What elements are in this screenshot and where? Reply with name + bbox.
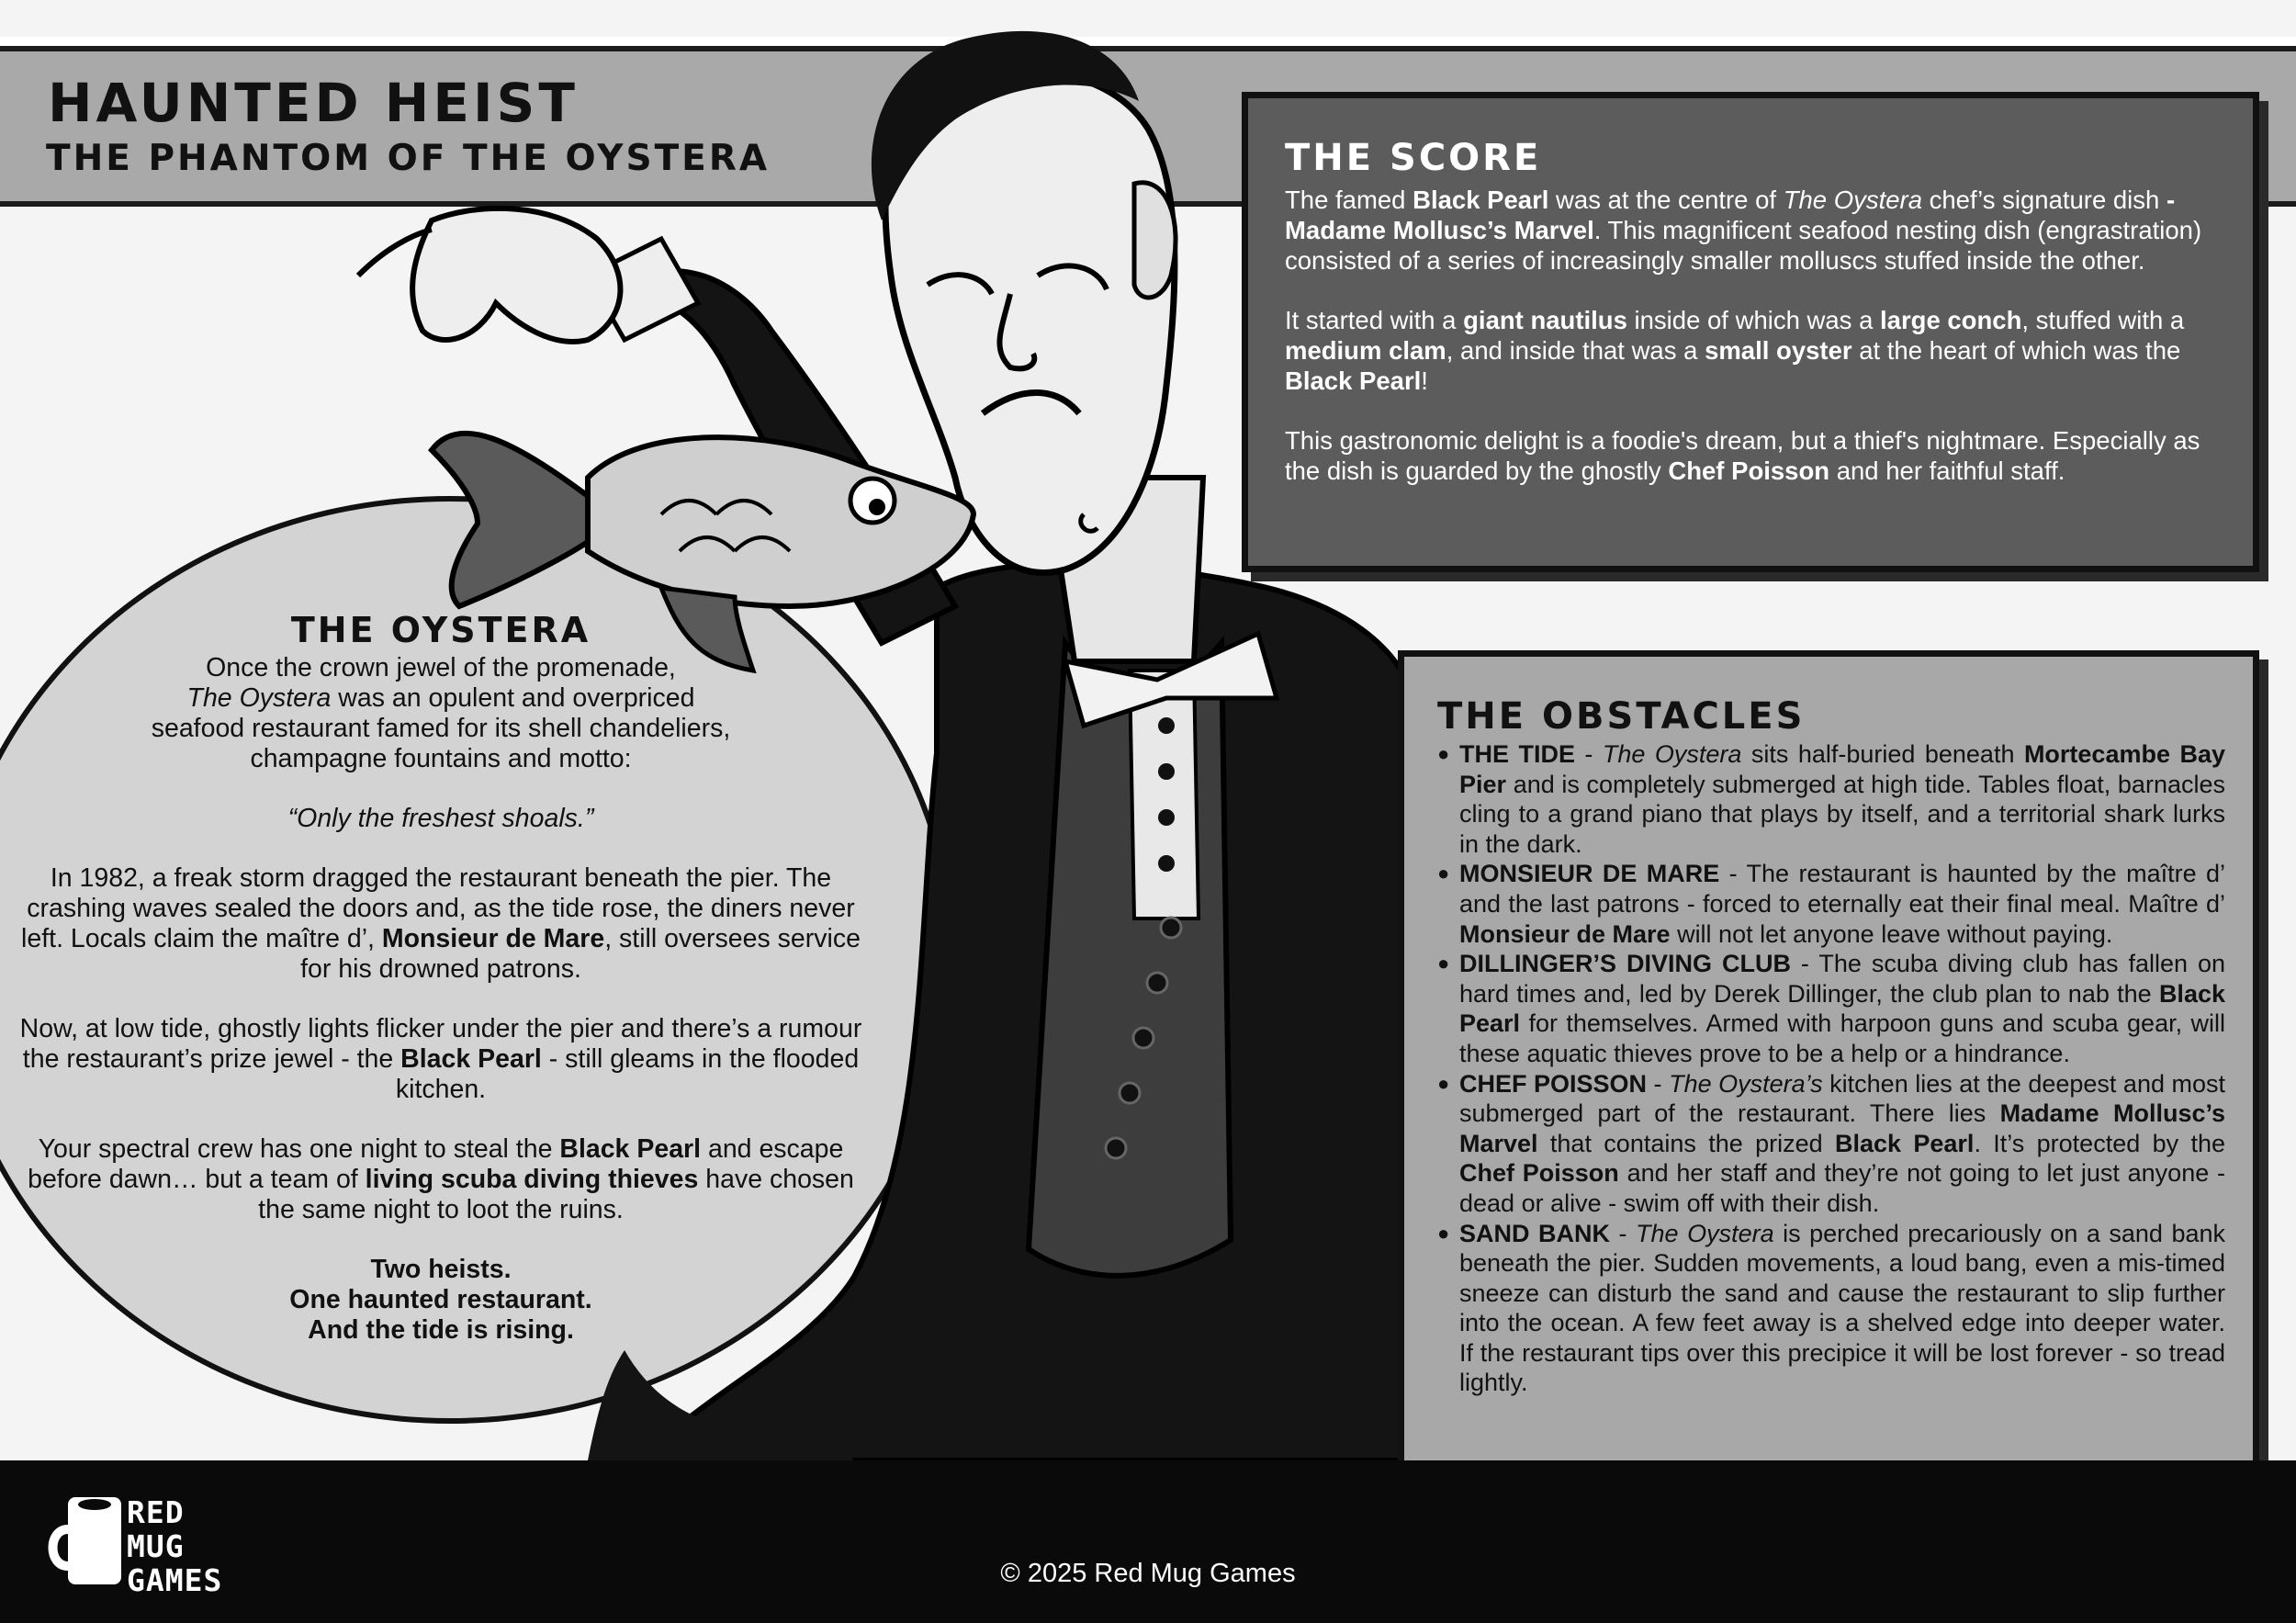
oystera-heading: THE OYSTERA [290, 610, 591, 650]
obstacle-diving-club: ● DILLINGER’S DIVING CLUB - The scuba diving club has fallen on hard times and, led by Derek Dillinger, the club plan to nab the Black Pearl for themselves. Armed with harpoon guns and scuba gear, will these aquatic thieves prove to be a help or a hindrance. [1437, 949, 2225, 1068]
obstacles-list [1437, 739, 2225, 1398]
oystera-motto: “Only the freshest shoals.” [287, 804, 594, 833]
oystera-intro-line4: champagne fountains and motto: [250, 744, 632, 773]
oystera-para-lowtide: Now, at low tide, ghostly lights flicker under the pier and there’s a rumour the restaurant’s prize jewel - the Black Pearl - still gleams in the flooded kitchen. [19, 1014, 862, 1104]
copyright-text: © 2025 Red Mug Games [1000, 1559, 1296, 1588]
oystera-intro-line3: seafood restaurant famed for its shell chandeliers, [151, 714, 731, 743]
oystera-para-storm: In 1982, a freak storm dragged the restaurant beneath the pier. The crashing waves sealed the doors and, as the tide rose, the diners never left. Locals claim the maître d’, Monsieur de Mare, still oversees service for his drowned patrons. [21, 863, 861, 984]
obstacle-the-tide: ● THE TIDE - The Oystera sits half-buried beneath Mortecambe Bay Pier and is completely submerged at high tide. Tables float, barnacles cling to a grand piano that plays by itself, and a territorial shark lurks in the dark. [1437, 739, 2225, 859]
hand [412, 209, 620, 342]
obstacles-heading: THE OBSTACLES [1437, 695, 1806, 738]
score-para-3: This gastronomic delight is a foodie's dream, but a thief's nightmare. Especially as the dish is guarded by the ghostly Chef Poisson and her faithful staff. [1285, 426, 2200, 485]
oystera-tagline: Two heists. One haunted restaurant. And the tide is rising. [289, 1255, 592, 1345]
ear [1134, 183, 1176, 298]
logo-line-red: RED [127, 1494, 185, 1530]
score-para-1: The famed Black Pearl was at the centre of The Oystera chef’s signature dish - Madame Mollusc’s Marvel. This magnificent seafood nesting dish (engrastration) consisted of a series of increasingly smaller molluscs stuffed inside the other. [1285, 186, 2202, 275]
obstacle-monsieur-de-mare: ● MONSIEUR DE MARE - The restaurant is haunted by the maître d’ and the last patrons - forced to eternally eat their final meal. Maître d’ Monsieur de Mare will not let anyone leave without paying. [1437, 859, 2225, 949]
page-subtitle: THE PHANTOM OF THE OYSTERA [46, 138, 771, 179]
page-title: HAUNTED HEIST [48, 72, 579, 134]
logo-line-games: GAMES [127, 1562, 223, 1598]
score-para-2: It started with a giant nautilus inside of which was a large conch, stuffed with a medium clam, and inside that was a small oyster at the heart of which was the Black Pearl! [1285, 306, 2185, 395]
oystera-section [18, 610, 863, 1375]
obstacles-panel [1398, 650, 2259, 1523]
footer-bar [0, 1460, 2296, 1623]
obstacle-sand-bank: ● SAND BANK - The Oystera is perched precariously on a sand bank beneath the pier. Sudden movements, a loud bang, even a mis-timed sneeze can disturb the sand and cause the restaurant to slip further into the ocean. A few feet away is a shelved edge into deeper water. If the restaurant tips over this precipice it will be lost forever - so tread lightly. [1437, 1219, 2225, 1399]
score-heading: THE SCORE [1285, 137, 1542, 179]
score-panel [1242, 92, 2259, 572]
logo-line-mug: MUG [127, 1528, 185, 1564]
oystera-intro [18, 653, 863, 774]
oystera-para-crew: Your spectral crew has one night to steal the Black Pearl and escape before dawn… but a team of living scuba diving thieves have chosen the same night to loot the ruins. [28, 1134, 854, 1224]
oystera-intro-line1: Once the crown jewel of the promenade, [206, 653, 676, 682]
oystera-name-italic: The Oystera [186, 683, 332, 713]
oystera-intro-line2: was an opulent and overpriced [331, 683, 695, 713]
obstacle-chef-poisson: ● CHEF POISSON - The Oystera’s kitchen lies at the deepest and most submerged part of the restaurant. There lies Madame Mollusc’s Marvel that contains the prized Black Pearl. It’s protected by the Chef Poisson and her staff and they’re not going to let just anyone - dead or alive - swim off with their dish. [1437, 1069, 2225, 1219]
